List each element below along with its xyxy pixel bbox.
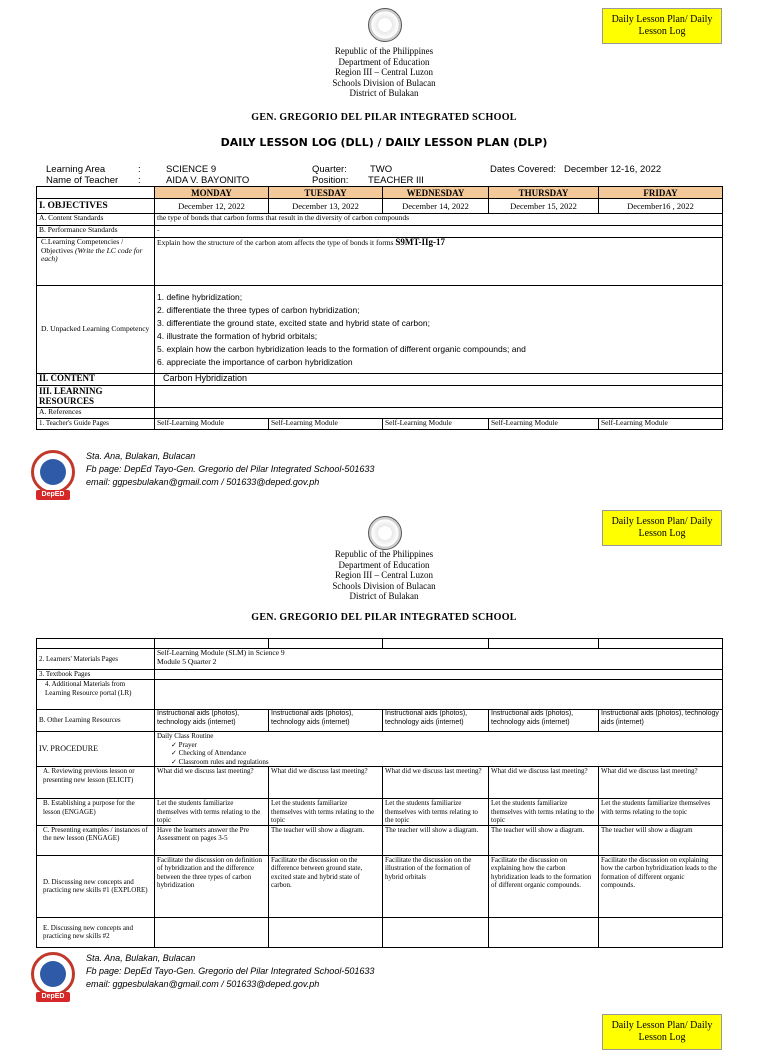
row-a-cell: What did we discuss last meeting? <box>383 767 489 799</box>
unpacked-item: 5. explain how the carbon hybridization leads to the formation of different organic compounds; and <box>157 343 526 354</box>
teachers-guide-cell: Self-Learning Module <box>599 419 723 430</box>
unpacked-item: 4. illustrate the formation of hybrid orbitals; <box>157 330 318 341</box>
learning-resources-cell <box>155 386 723 408</box>
info-position-label: Position: <box>312 175 349 186</box>
school-logo <box>28 450 78 502</box>
other-resources-label: B. Other Learning Resources <box>37 710 155 732</box>
content-text: Carbon Hybridization <box>155 374 723 386</box>
teachers-guide-cell: Self-Learning Module <box>383 419 489 430</box>
school-logo <box>28 952 78 1004</box>
info-colon: : <box>138 164 141 175</box>
content-label: II. CONTENT <box>37 374 155 386</box>
lm-line: Module 5 Quarter 2 <box>157 656 217 666</box>
date-cell: December 12, 2022 <box>155 199 269 214</box>
other-resources-cell: Instructional aids (photos), technology aids (internet) <box>155 710 269 732</box>
content-standards-label: A. Content Standards <box>37 214 155 226</box>
header-line: District of Bulakan <box>349 591 419 601</box>
footer-fb: Fb page: DepEd Tayo-Gen. Gregorio del Pilar Integrated School-501633 <box>86 966 375 976</box>
row-b-label: B. Establishing a purpose for the lesson (ENGAGE) <box>37 799 155 826</box>
header-line: Region III – Central Luzon <box>335 570 433 580</box>
daily-routine <box>155 732 723 767</box>
row-c-cell: The teacher will show a diagram <box>599 825 723 855</box>
row-a-cell: What did we discuss last meeting? <box>599 767 723 799</box>
date-cell: December 13, 2022 <box>269 199 383 214</box>
day-header: WEDNESDAY <box>383 187 489 199</box>
row-b-cell: Let the students familiarize themselves with terms relating to the topic <box>489 799 599 826</box>
info-learning-area-label: Learning Area <box>46 164 106 175</box>
learners-materials-label: 2. Learners' Materials Pages <box>37 649 155 670</box>
footer-1 <box>28 450 748 504</box>
row-e-label: E. Discussing new concepts and practicing new skills #2 <box>37 917 155 947</box>
textbook-label: 3. Textbook Pages <box>37 670 155 680</box>
unpacked-item: 3. differentiate the ground state, excited state and hybrid state of carbon; <box>157 317 430 328</box>
row-b-cell: Let the students familiarize themselves with terms relating to the topic <box>599 799 723 826</box>
deped-logo-text: DepED <box>36 490 70 500</box>
header-line: Republic of the Philippines <box>334 549 434 559</box>
row-d-label: D. Discussing new concepts and practicing new skills #1 (EXPLORE) <box>37 855 155 917</box>
footer-address: Sta. Ana, Bulakan, Bulacan <box>86 451 196 461</box>
info-teacher-label: Name of Teacher <box>46 175 119 186</box>
row-b-cell: Let the students familiarize themselves with terms relating to the topic <box>155 799 269 826</box>
row-c-cell: Have the learners answer the Pre Assessment on pages 3-5 <box>155 825 269 855</box>
tag-box-1: Daily Lesson Plan/ Daily Lesson Log <box>602 8 722 44</box>
school-name-1: GEN. GREGORIO DEL PILAR INTEGRATED SCHOOL <box>251 112 517 123</box>
footer-address: Sta. Ana, Bulakan, Bulacan <box>86 953 196 963</box>
day-header: TUESDAY <box>269 187 383 199</box>
header-line: Department of Education <box>338 56 430 67</box>
footer-2 <box>28 952 748 1006</box>
routine-item: ✓ Checking of Attendance <box>171 749 720 758</box>
tag-box-3: Daily Lesson Plan/ Daily Lesson Log <box>602 1014 722 1050</box>
info-colon: : <box>138 175 141 186</box>
routine-list <box>157 741 720 767</box>
info-position: TEACHER III <box>368 175 424 186</box>
routine-title: Daily Class Routine <box>157 732 214 740</box>
other-resources-cell: Instructional aids (photos), technology aids (internet) <box>489 710 599 732</box>
row-a-cell: What did we discuss last meeting? <box>489 767 599 799</box>
other-resources-cell: Instructional aids (photos), technology aids (internet) <box>599 710 723 732</box>
corner-cell <box>37 187 155 199</box>
row-c-label: C. Presenting examples / instances of the new lesson (ENGAGE) <box>37 825 155 855</box>
lesson-table-2 <box>36 638 723 948</box>
lesson-table-1 <box>36 186 723 430</box>
unpacked-item: 2. differentiate the three types of carbon hybridization; <box>157 304 360 315</box>
info-quarter: TWO <box>370 164 393 175</box>
tag-box-2: Daily Lesson Plan/ Daily Lesson Log <box>602 510 722 546</box>
teachers-guide-cell: Self-Learning Module <box>269 419 383 430</box>
day-header: FRIDAY <box>599 187 723 199</box>
row-a-label: A. Reviewing previous lesson or presenting new lesson (ELICIT) <box>37 767 155 799</box>
objectives-label: I. OBJECTIVES <box>37 199 155 214</box>
teachers-guide-label: 1. Teacher's Guide Pages <box>37 419 155 430</box>
footer-email: email: ggpesbulakan@gmail.com / 501633@deped.gov.ph <box>86 979 320 989</box>
unpacked-competency-label: D. Unpacked Learning Competency <box>37 286 155 374</box>
lm-line: Self-Learning Module (SLM) in Science 9 <box>157 648 285 657</box>
routine-item: ✓ Prayer <box>171 741 720 750</box>
footer-email: email: ggpesbulakan@gmail.com / 501633@deped.gov.ph <box>86 477 320 487</box>
procedure-label: IV. PROCEDURE <box>37 732 155 767</box>
row-d-cell: Facilitate the discussion on the illustration of the formation of hybrid orbitals <box>383 855 489 917</box>
info-dates: December 12-16, 2022 <box>564 164 662 175</box>
row-d-cell: Facilitate the discussion on definition of hybridization and the difference between the three types of carbon hybridization <box>155 855 269 917</box>
references-label: A. References <box>37 408 155 419</box>
letterhead-2 <box>0 549 768 602</box>
header-line: Region III – Central Luzon <box>335 67 433 77</box>
deped-logo-text: DepED <box>36 992 70 1002</box>
letterhead-1 <box>0 46 768 99</box>
deped-seal-2 <box>368 516 402 550</box>
info-quarter-label: Quarter: <box>312 164 347 175</box>
footer-text <box>86 952 374 991</box>
row-c-cell: The teacher will show a diagram. <box>489 825 599 855</box>
footer-text <box>86 450 374 489</box>
date-cell: December 14, 2022 <box>383 199 489 214</box>
row-d-cell: Facilitate the discussion on the difference between ground state, excited state and hybrid state of carbon. <box>269 855 383 917</box>
performance-standards-text: - <box>155 226 723 238</box>
teachers-guide-cell: Self-Learning Module <box>155 419 269 430</box>
lc-text: Explain how the structure of the carbon atom affects the type of bonds it forms <box>157 238 394 247</box>
learning-resources-label: III. LEARNING RESOURCES <box>37 386 155 408</box>
deped-seal-1 <box>368 8 402 42</box>
row-a-cell: What did we discuss last meeting? <box>269 767 383 799</box>
row-c-cell: The teacher will show a diagram. <box>383 825 489 855</box>
row-a-cell: What did we discuss last meeting? <box>155 767 269 799</box>
row-b-cell: Let the students familiarize themselves with terms relating to the topic <box>269 799 383 826</box>
other-resources-cell: Instructional aids (photos), technology aids (internet) <box>269 710 383 732</box>
other-resources-cell: Instructional aids (photos), technology aids (internet) <box>383 710 489 732</box>
header-line: District of Bulakan <box>349 88 419 98</box>
lc-code: S9MT-IIg-17 <box>395 237 446 247</box>
header-line: Schools Division of Bulacan <box>332 580 436 591</box>
unpacked-competency-list <box>155 286 723 374</box>
day-header: MONDAY <box>155 187 269 199</box>
day-header: THURSDAY <box>489 187 599 199</box>
unpacked-item: 6. appreciate the importance of carbon hybridization <box>157 356 353 367</box>
row-c-cell: The teacher will show a diagram. <box>269 825 383 855</box>
performance-standards-label: B. Performance Standards <box>37 226 155 238</box>
lc-note: (Write the LC code for each) <box>41 245 143 263</box>
content-standards-text: the type of bonds that carbon forms that result in the diversity of carbon compounds <box>155 214 723 226</box>
date-cell: December 15, 2022 <box>489 199 599 214</box>
unpacked-item: 1. define hybridization; <box>157 291 243 302</box>
learning-competencies-text <box>155 238 723 286</box>
row-b-cell: Let the students familiarize themselves with terms relating to the topic <box>383 799 489 826</box>
routine-item: ✓ Classroom rules and regulations <box>171 758 720 767</box>
row-d-cell: Facilitate the discussion on explaining how the carbon hybridization leads to the formation of different organic compounds. <box>489 855 599 917</box>
row-d-cell: Facilitate the discussion on explaining how the carbon hybridization leads to the formation of different organic compounds. <box>599 855 723 917</box>
learning-competencies-label <box>37 238 155 286</box>
header-line: Schools Division of Bulacan <box>332 77 436 88</box>
teachers-guide-cell: Self-Learning Module <box>489 419 599 430</box>
learners-materials-text <box>155 649 723 670</box>
school-name-2: GEN. GREGORIO DEL PILAR INTEGRATED SCHOOL <box>251 612 517 623</box>
references-cell <box>155 408 723 419</box>
date-cell: December16 , 2022 <box>599 199 723 214</box>
page-title: DAILY LESSON LOG (DLL) / DAILY LESSON PLAN (DLP) <box>220 136 548 149</box>
info-learning-area: SCIENCE 9 <box>166 164 217 175</box>
info-dates-label: Dates Covered: <box>490 164 557 175</box>
lc-label-text: C.Learning Competencies / Objectives <box>41 237 124 255</box>
footer-fb: Fb page: DepEd Tayo-Gen. Gregorio del Pilar Integrated School-501633 <box>86 464 375 474</box>
header-line: Department of Education <box>338 559 430 570</box>
additional-materials-label: 4. Additional Materials from Learning Resource portal (LR) <box>37 680 155 710</box>
header-line: Republic of the Philippines <box>334 46 434 56</box>
info-teacher: AIDA V. BAYONITO <box>166 175 250 186</box>
